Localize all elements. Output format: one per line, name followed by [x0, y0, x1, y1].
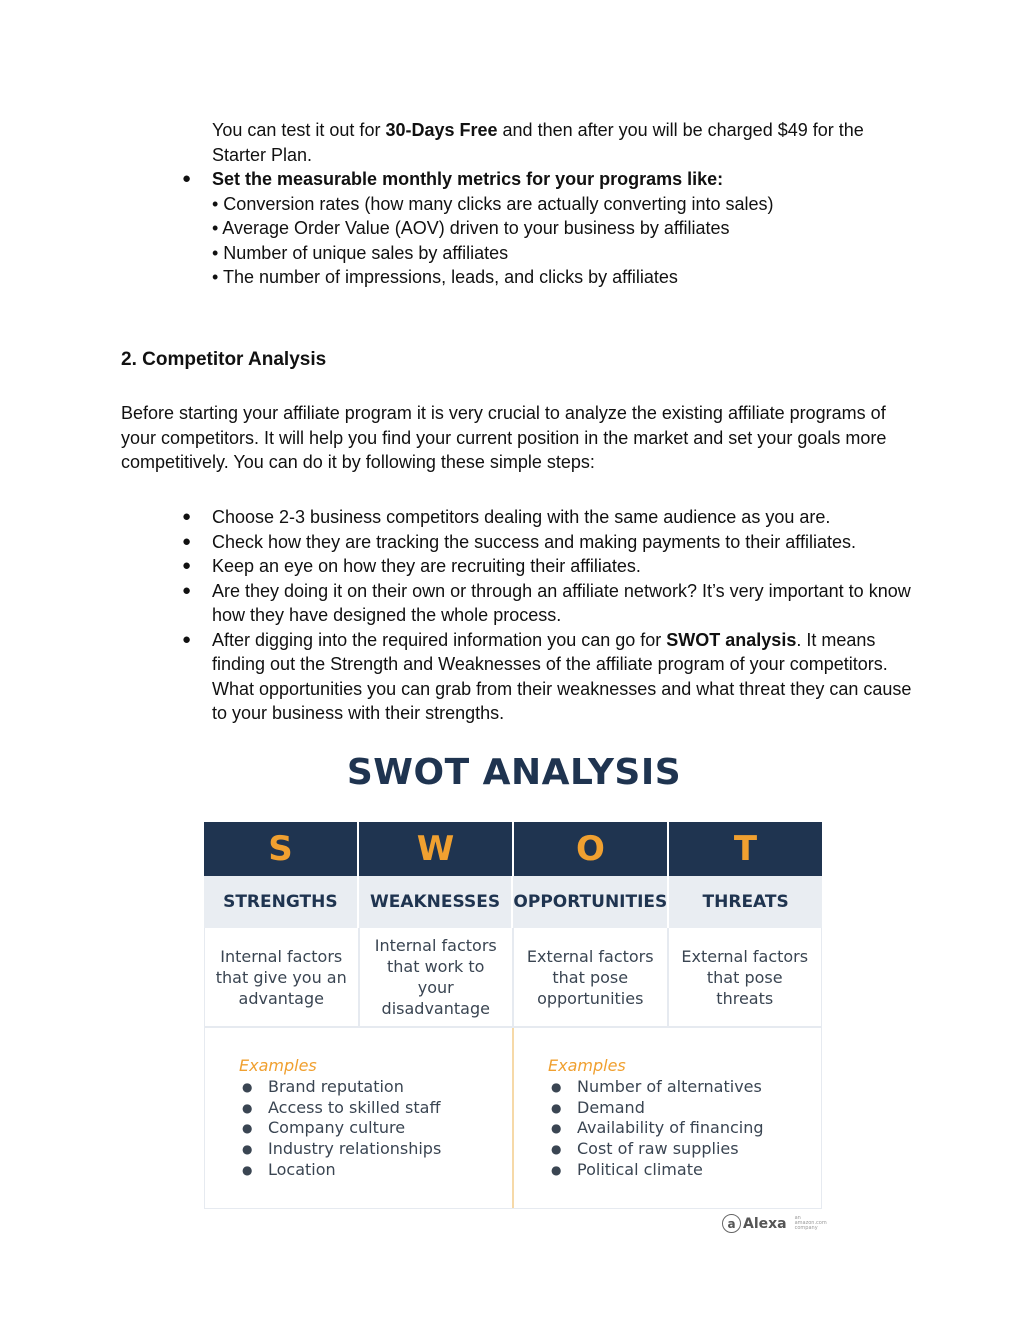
- alexa-logo: [722, 1214, 827, 1233]
- metrics-bullet: [182, 167, 912, 290]
- swot-description: External factors that pose threats: [669, 928, 822, 1028]
- bullet-icon: ●: [182, 557, 192, 574]
- step-item: ● Check how they are tracking the success and making payments to their affiliates.: [212, 530, 912, 555]
- swot-letter: S: [204, 822, 359, 876]
- label-row: [204, 876, 822, 928]
- examples-title: Examples: [548, 1056, 626, 1075]
- example-item: ● Access to skilled staff: [239, 1098, 512, 1119]
- example-item: ● Brand reputation: [239, 1077, 512, 1098]
- swot-label: OPPORTUNITIES: [513, 876, 669, 928]
- example-item: ● Location: [239, 1160, 512, 1181]
- brand-name: Alexa: [743, 1215, 787, 1232]
- top-list: [182, 118, 912, 290]
- bullet-icon: ●: [182, 170, 192, 187]
- swot-label: THREATS: [669, 876, 822, 928]
- description-row: [204, 928, 822, 1028]
- example-item: ● Political climate: [548, 1160, 821, 1181]
- bullet-icon: ●: [182, 508, 192, 525]
- swot-bold: SWOT analysis: [666, 629, 797, 650]
- swot-letter: W: [359, 822, 514, 876]
- bullet-icon: ●: [182, 532, 192, 550]
- step-item: ● Are they doing it on their own or through an affiliate network? It’s very important to know how they have designed the whole process.: [182, 580, 911, 625]
- metrics-heading: Set the measurable monthly metrics for your programs like:: [212, 169, 724, 189]
- swot-letter: O: [514, 822, 669, 876]
- internal-examples: [205, 1028, 514, 1208]
- examples-row: [204, 1028, 822, 1209]
- section-heading: 2. Competitor Analysis: [121, 349, 327, 370]
- swot-letter: T: [669, 822, 822, 876]
- swot-graphic: [204, 752, 827, 1242]
- bullet-icon: ●: [182, 581, 192, 599]
- examples-title: Examples: [239, 1056, 317, 1075]
- step-item: ● Choose 2-3 business competitors dealing with the same audience as you are.: [212, 505, 912, 530]
- external-examples: [514, 1028, 821, 1208]
- metric-item: • Average Order Value (AOV) driven to your business by affiliates: [212, 218, 730, 238]
- example-item: ● Industry relationships: [239, 1139, 512, 1160]
- example-item: ● Company culture: [239, 1118, 512, 1139]
- bullet-icon: ●: [182, 630, 192, 648]
- section-intro: Before starting your affiliate program it is very crucial to analyze the existing affiliate programs of your competitors. It will help you find your current position in the market and set your goals more competitively. You can do it by following these simple steps:: [121, 403, 887, 472]
- swot-label: STRENGTHS: [204, 876, 359, 928]
- metric-item: • Conversion rates (how many clicks are actually converting into sales): [212, 193, 774, 214]
- step-item: ● After digging into the required information you can go for SWOT analysis. It means finding out the Strength and Weaknesses of the affiliate program of your competitors. What opportunities you can grab from their weaknesses and what threat they can cause to your business with their strengths.: [182, 629, 912, 723]
- swot-description: Internal factors that give you an advantage: [205, 928, 360, 1028]
- metric-item: • Number of unique sales by affiliates: [212, 242, 509, 263]
- example-item: ● Availability of financing: [548, 1118, 821, 1139]
- swot-description: Internal factors that work to your disadvantage: [360, 928, 515, 1028]
- example-item: ● Demand: [548, 1098, 821, 1119]
- swot-grid: [204, 822, 822, 1209]
- swot-label: WEAKNESSES: [359, 876, 514, 928]
- steps-list: [182, 505, 912, 726]
- example-item: ● Number of alternatives: [548, 1077, 821, 1098]
- plan-continuation: You can test it out for 30-Days Free and then after you will be charged $49 for the Starter Plan.: [212, 120, 864, 165]
- example-item: ● Cost of raw supplies: [548, 1139, 821, 1160]
- swot-description: External factors that pose opportunities: [514, 928, 669, 1028]
- letter-row: [204, 822, 822, 876]
- step-item: ● Keep an eye on how they are recruiting their affiliates.: [212, 554, 912, 579]
- swot-title: SWOT ANALYSIS: [346, 752, 682, 793]
- brand-subline: an amazon.com company: [794, 1215, 827, 1231]
- at-icon: a: [722, 1214, 741, 1233]
- free-trial-bold: 30-Days Free: [385, 120, 498, 140]
- metric-item: • The number of impressions, leads, and clicks by affiliates: [212, 267, 678, 287]
